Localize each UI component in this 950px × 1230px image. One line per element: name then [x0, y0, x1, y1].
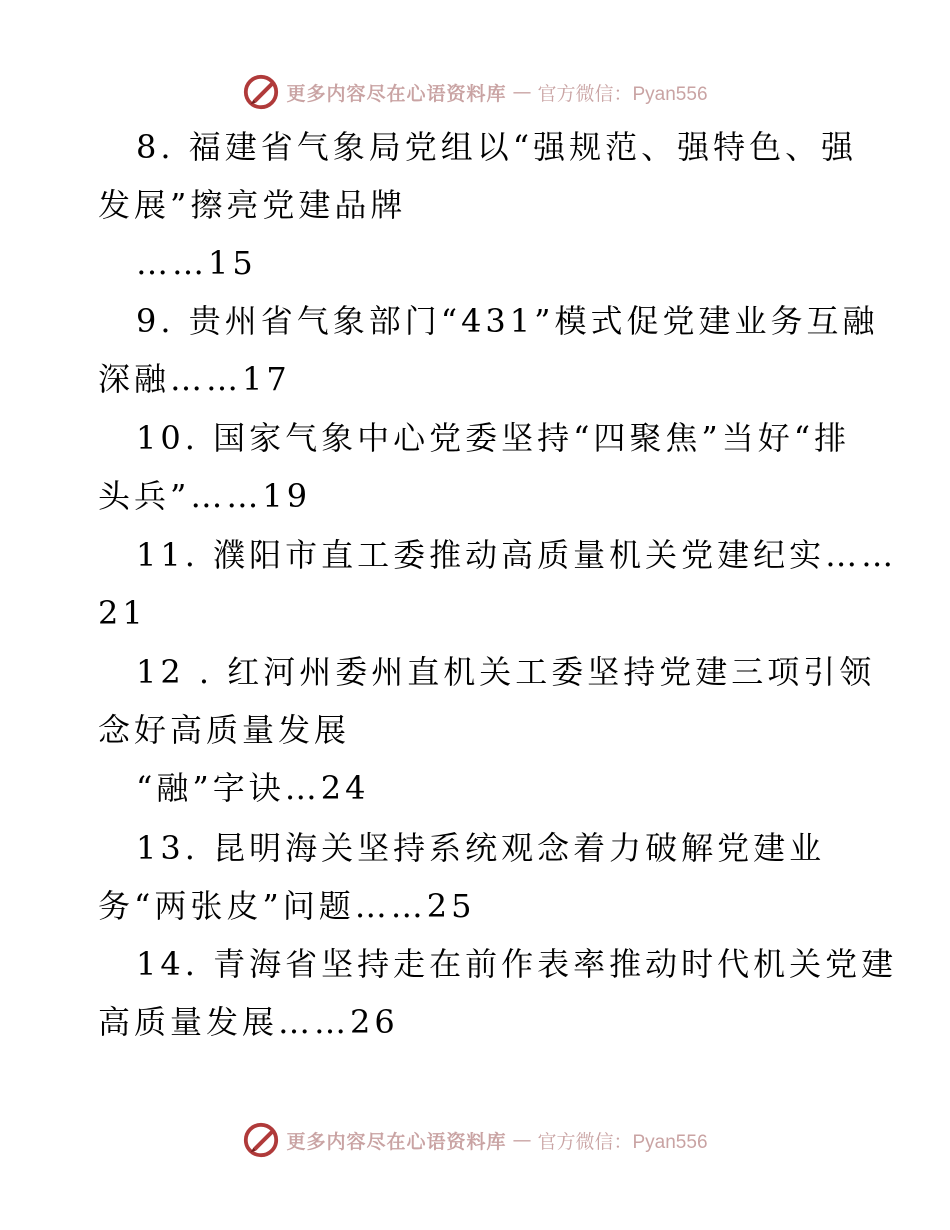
watermark-separator: —	[512, 81, 532, 103]
toc-item-13-line-1: 13. 昆明海关坚持系统观念着力破解党建业	[136, 829, 826, 867]
watermark-contact: 官方微信：Pyan556	[537, 1131, 708, 1153]
toc-item-13-line-2: 务“两张皮”问题……25	[98, 887, 476, 925]
toc-item-8-line-2: 发展”擦亮党建品牌	[98, 186, 407, 224]
toc-item-8-line-1: 8. 福建省气象局党组以“强规范、强特色、强	[136, 128, 858, 166]
watermark-contact: 官方微信：Pyan556	[537, 83, 708, 105]
toc-item-10-line-1: 10. 国家气象中心党委坚持“四聚焦”当好“排	[136, 419, 851, 457]
footer-watermark	[0, 1118, 950, 1162]
pen-circle-icon	[242, 1121, 280, 1159]
toc-item-12-line-1: 12 . 红河州委州直机关工委坚持党建三项引领	[136, 653, 876, 691]
watermark-text: 更多内容尽在心语资料库	[286, 1130, 507, 1153]
pen-circle-icon	[242, 73, 280, 111]
toc-item-14-line-1: 14. 青海省坚持走在前作表率推动时代机关党建	[136, 945, 898, 983]
toc-item-9-line-1: 9. 贵州省气象部门“431”模式促党建业务互融	[136, 302, 879, 340]
toc-item-11-line-1: 11. 濮阳市直工委推动高质量机关党建纪实……	[136, 536, 898, 574]
watermark-separator: —	[512, 1129, 532, 1151]
toc-item-8-page: ……15	[136, 244, 257, 282]
toc-item-10-line-2: 头兵”……19	[98, 477, 312, 515]
toc-item-11-line-2: 21	[98, 594, 147, 632]
toc-item-12-line-2: 念好高质量发展	[98, 711, 351, 749]
toc-item-9-line-2: 深融……17	[98, 360, 291, 398]
toc-item-12-line-3: “融”字诀…24	[136, 769, 370, 807]
header-watermark	[0, 70, 950, 114]
toc-item-14-line-2: 高质量发展……26	[98, 1003, 399, 1041]
watermark-text: 更多内容尽在心语资料库	[286, 82, 507, 105]
